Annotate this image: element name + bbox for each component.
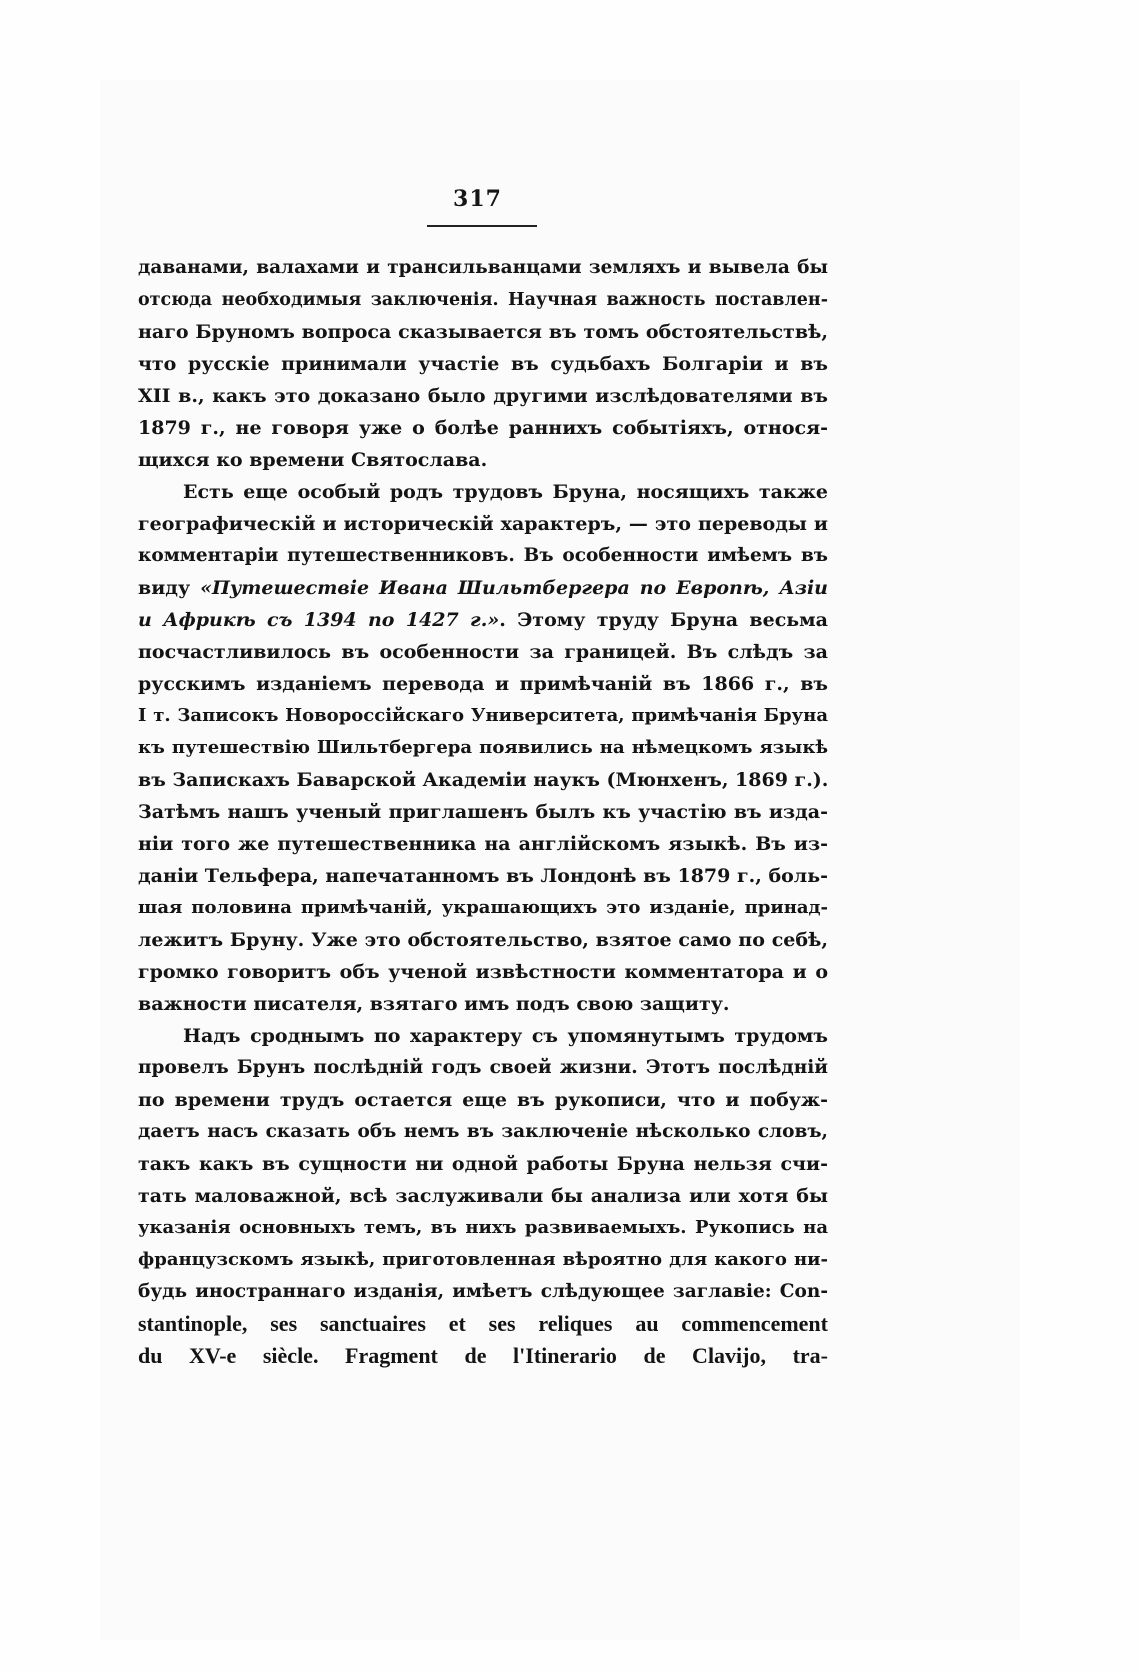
text-line: 1879 г., не говоря уже о болѣе раннихъ событіяхъ, относя-	[138, 417, 828, 439]
line-segment: . Этому труду Бруна весьма	[499, 609, 828, 631]
text-line: лежитъ Бруну. Уже это обстоятельство, взятое само по себѣ,	[138, 929, 828, 951]
text-line: громко говоритъ объ ученой извѣстности комментатора и о	[138, 961, 828, 983]
text-line: тать маловажной, всѣ заслуживали бы анализа или хотя бы	[138, 1185, 828, 1207]
text-line: отсюда необходимыя заключенія. Научная важность поставлен-	[138, 290, 828, 310]
text-line: по времени трудъ остается еще въ рукописи, что и побуж-	[138, 1089, 828, 1111]
text-line: I т. Записокъ Новороссійскаго Университета, примѣчанія Бруна	[138, 705, 828, 726]
page-number: 317	[453, 186, 502, 212]
text-line: въ Запискахъ Баварской Академіи наукъ (Мюнхенъ, 1869 г.).	[138, 769, 829, 791]
text-line: щихся ко времени Святослава.	[138, 449, 488, 471]
text-line: такъ какъ въ сущности ни одной работы Бруна нельзя счи-	[138, 1153, 828, 1175]
italic-title: «Путешествіе Ивана Шильтбергера по Европѣ, Азіи	[200, 577, 828, 599]
body-text	[138, 252, 828, 1372]
text-line: Надъ сроднымъ по характеру съ упомянутымъ трудомъ	[183, 1025, 828, 1047]
text-line: указанія основныхъ темъ, въ нихъ развиваемыхъ. Рукопись на	[138, 1217, 828, 1238]
text-line: даетъ насъ сказать объ немъ въ заключеніе нѣсколько словъ,	[138, 1121, 828, 1142]
text-line: ніи того же путешественника на англійскомъ языкѣ. Въ из-	[138, 833, 828, 855]
line-segment: виду	[138, 577, 201, 599]
text-line: провелъ Брунъ послѣдній годъ своей жизни. Этотъ послѣдній	[138, 1057, 828, 1078]
text-line: важности писателя, взятаго имъ подъ свою защиту.	[138, 993, 730, 1015]
text-line-with-italic	[138, 604, 828, 636]
text-line-with-italic	[138, 572, 828, 604]
text-line: stantinople, ses sanctuaires et ses reliques au commencement	[138, 1311, 828, 1336]
italic-title: и Африкѣ съ 1394 по 1427 г.»	[138, 609, 500, 631]
text-line: къ путешествію Шильтбергера появились на нѣмецкомъ языкѣ	[138, 737, 828, 758]
text-line: русскимъ изданіемъ перевода и примѣчаній въ 1866 г., въ	[138, 673, 828, 695]
text-line: шая половина примѣчаній, украшающихъ это изданіе, принад-	[138, 897, 828, 918]
text-line: даванами, валахами и трансильванцами земляхъ и вывела бы	[138, 257, 828, 278]
text-line: французскомъ языкѣ, приготовленная вѣроятно для какого ни-	[138, 1249, 828, 1270]
text-line: Затѣмъ нашъ ученый приглашенъ былъ къ участію въ изда-	[138, 801, 828, 823]
text-line: du XV-e siècle. Fragment de l'Itinerario de Clavijo, tra-	[138, 1343, 828, 1368]
text-line: будь иностраннаго изданія, имѣетъ слѣдующее заглавіе: Con-	[138, 1281, 828, 1302]
text-line: географическій и историческій характеръ, — это переводы и	[138, 513, 828, 535]
text-line: даніи Тельфера, напечатанномъ въ Лондонѣ въ 1879 г., боль-	[138, 865, 828, 887]
text-line: Есть еще особый родъ трудовъ Бруна, носящихъ также	[183, 481, 828, 503]
text-line: XII в., какъ это доказано было другими изслѣдователями въ	[138, 385, 828, 407]
page-number-rule	[427, 225, 537, 227]
text-line: комментаріи путешественниковъ. Въ особенности имѣемъ въ	[138, 545, 828, 566]
text-line: наго Бруномъ вопроса сказывается въ томъ обстоятельствѣ,	[138, 321, 828, 343]
text-line: посчастливилось въ особенности за границей. Въ слѣдъ за	[138, 641, 828, 663]
text-line: что русскіе принимали участіе въ судьбахъ Болгаріи и въ	[138, 353, 828, 375]
